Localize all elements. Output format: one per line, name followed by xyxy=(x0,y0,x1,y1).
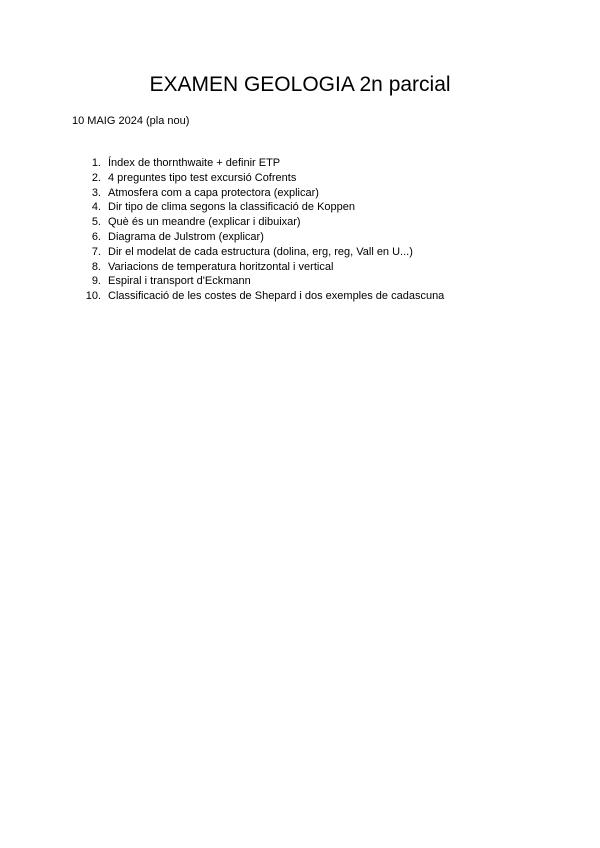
item-text: Diagrama de Julstrom (explicar) xyxy=(108,230,264,243)
item-number: 6. xyxy=(91,230,101,243)
list-item xyxy=(72,186,444,201)
item-text: Dir tipo de clima segons la classificació de Koppen xyxy=(108,201,356,214)
item-text: 4 preguntes tipo test excursió Cofrents xyxy=(108,171,297,184)
item-number: 10. xyxy=(85,290,101,303)
question-list xyxy=(72,156,444,304)
item-number: 7. xyxy=(91,245,101,258)
list-item xyxy=(72,245,444,260)
item-text: Variacions de temperatura horitzontal i vertical xyxy=(108,260,334,273)
list-item xyxy=(72,260,444,275)
item-number: 8. xyxy=(91,260,101,273)
item-number: 2. xyxy=(91,171,101,184)
item-number: 4. xyxy=(91,201,101,214)
item-text: Dir el modelat de cada estructura (dolina, erg, reg, Vall en U...) xyxy=(108,245,413,258)
list-item xyxy=(72,274,444,289)
item-number: 9. xyxy=(91,275,101,288)
list-item xyxy=(72,171,444,186)
item-text: Índex de thornthwaite + definir ETP xyxy=(108,157,281,169)
list-item xyxy=(72,230,444,245)
item-text: Espiral i transport d'Eckmann xyxy=(108,275,251,288)
list-item xyxy=(72,156,444,171)
item-text: Atmosfera com a capa protectora (explicar) xyxy=(108,186,319,199)
item-text: Classificació de les costes de Shepard i dos exemples de cadascuna xyxy=(108,290,445,303)
page-title: EXAMEN GEOLOGIA 2n parcial xyxy=(149,73,451,96)
exam-date: 10 MAIG 2024 (pla nou) xyxy=(72,115,190,127)
item-text: Què és un meandre (explicar i dibuixar) xyxy=(108,216,301,229)
list-item xyxy=(72,289,444,304)
list-item xyxy=(72,215,444,230)
item-number: 1. xyxy=(91,157,101,169)
list-item xyxy=(72,200,444,215)
item-number: 5. xyxy=(91,216,101,229)
item-number: 3. xyxy=(91,186,101,199)
